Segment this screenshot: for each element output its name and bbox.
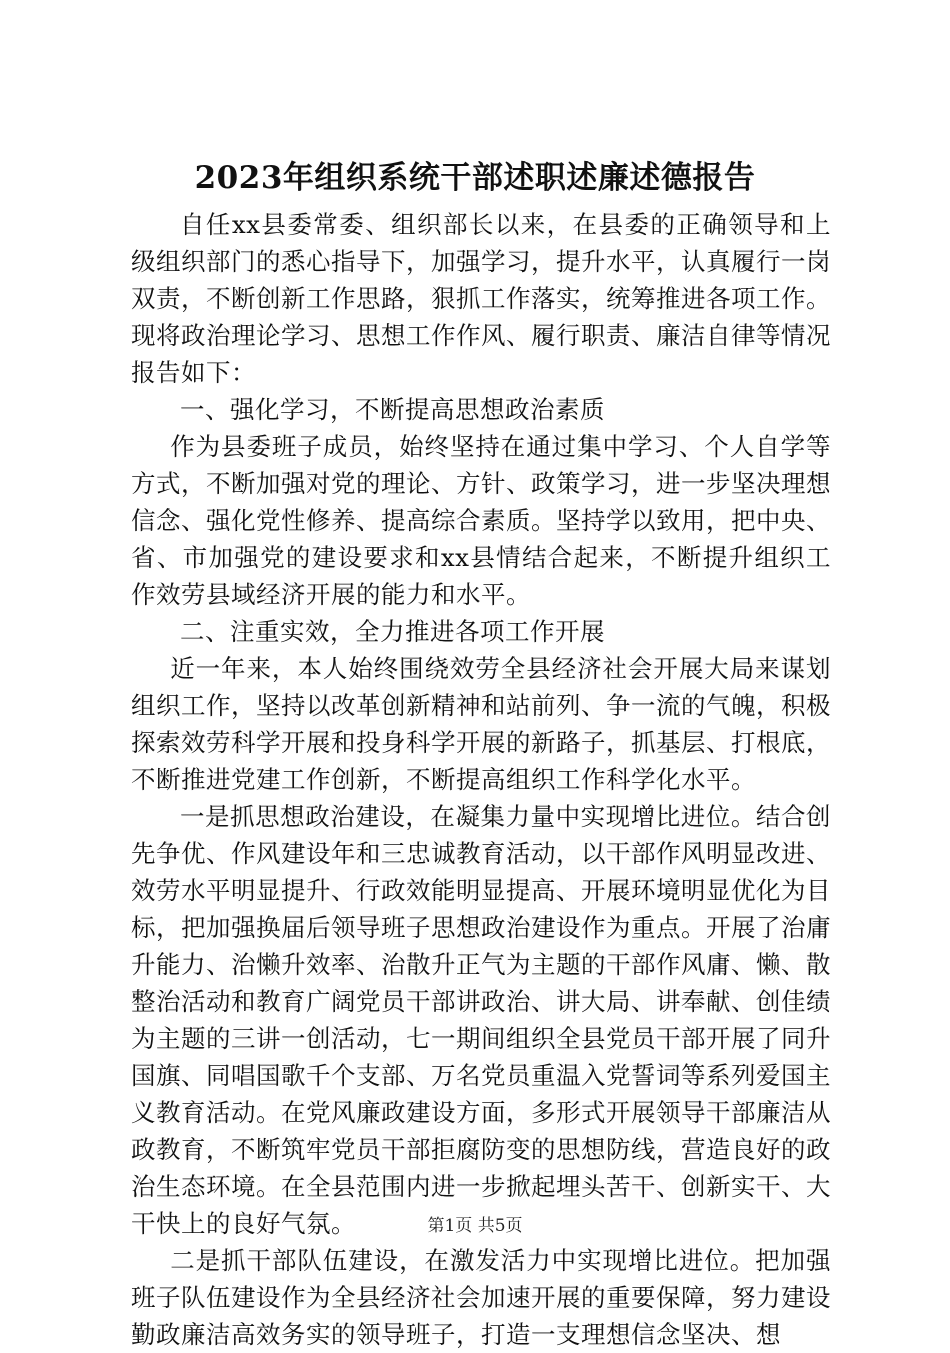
paragraph-intro: 自任xx县委常委、组织部长以来，在县委的正确领导和上级组织部门的悉心指导下，加强学习，提升水平，认真履行一岗双责，不断创新工作思路，狠抓工作落实，统筹推进各项工作。现将政治理论学习、思想工作作风、履行职责、廉洁自律等情况报告如下： — [131, 210, 831, 387]
section-heading-1: 一、强化学习，不断提高思想政治素质 — [180, 395, 605, 424]
section-heading-2: 二、注重实效，全力推进各项工作开展 — [180, 617, 605, 646]
paragraph-study: 作为县委班子成员，始终坚持在通过集中学习、个人自学等方式，不断加强对党的理论、方针、政策学习，进一步坚决理想信念、强化党性修养、提高综合素质。坚持学以致用，把中央、省、市加强党的建设要求和xx县情结合起来，不断提升组织工作效劳县域经济开展的能力和水平。 — [131, 432, 831, 609]
paragraph-cadre-building: 二是抓干部队伍建设，在激发活力中实现增比进位。把加强班子队伍建设作为全县经济社会加速开展的重要保障，努力建设勤政廉洁高效务实的领导班子，打造一支理想信念坚决、想 — [131, 1246, 831, 1349]
page-number-footer: 第1页 共5页 — [427, 1216, 523, 1236]
paragraph-work: 近一年来，本人始终围绕效劳全县经济社会开展大局来谋划组织工作，坚持以改革创新精神和站前列、争一流的气魄，积极探索效劳科学开展和投身科学开展的新路子，抓基层、打根底，不断推进党建工作创新，不断提高组织工作科学化水平。 — [131, 654, 831, 794]
paragraph-political-building: 一是抓思想政治建设，在凝集力量中实现增比进位。结合创先争优、作风建设年和三忠诚教育活动，以干部作风明显改进、效劳水平明显提升、行政效能明显提高、开展环境明显优化为目标，把加强换届后领导班子思想政治建设作为重点。开展了治庸升能力、治懒升效率、治散升正气为主题的干部作风庸、懒、散整治活动和教育广阔党员干部讲政治、讲大局、讲奉献、创佳绩为主题的三讲一创活动，七一期间组织全县党员干部开展了同升国旗、同唱国歌千个支部、万名党员重温入党誓词等系列爱国主义教育活动。在党风廉政建设方面，多形式开展领导干部廉洁从政教育，不断筑牢党员干部拒腐防变的思想防线，营造良好的政治生态环境。在全县范围内进一步掀起埋头苦干、创新实干、大干快上的良好气氛。 — [131, 802, 831, 1238]
document-title: 2023年组织系统干部述职述廉述德报告 — [194, 160, 756, 196]
document-body — [131, 206, 831, 1353]
